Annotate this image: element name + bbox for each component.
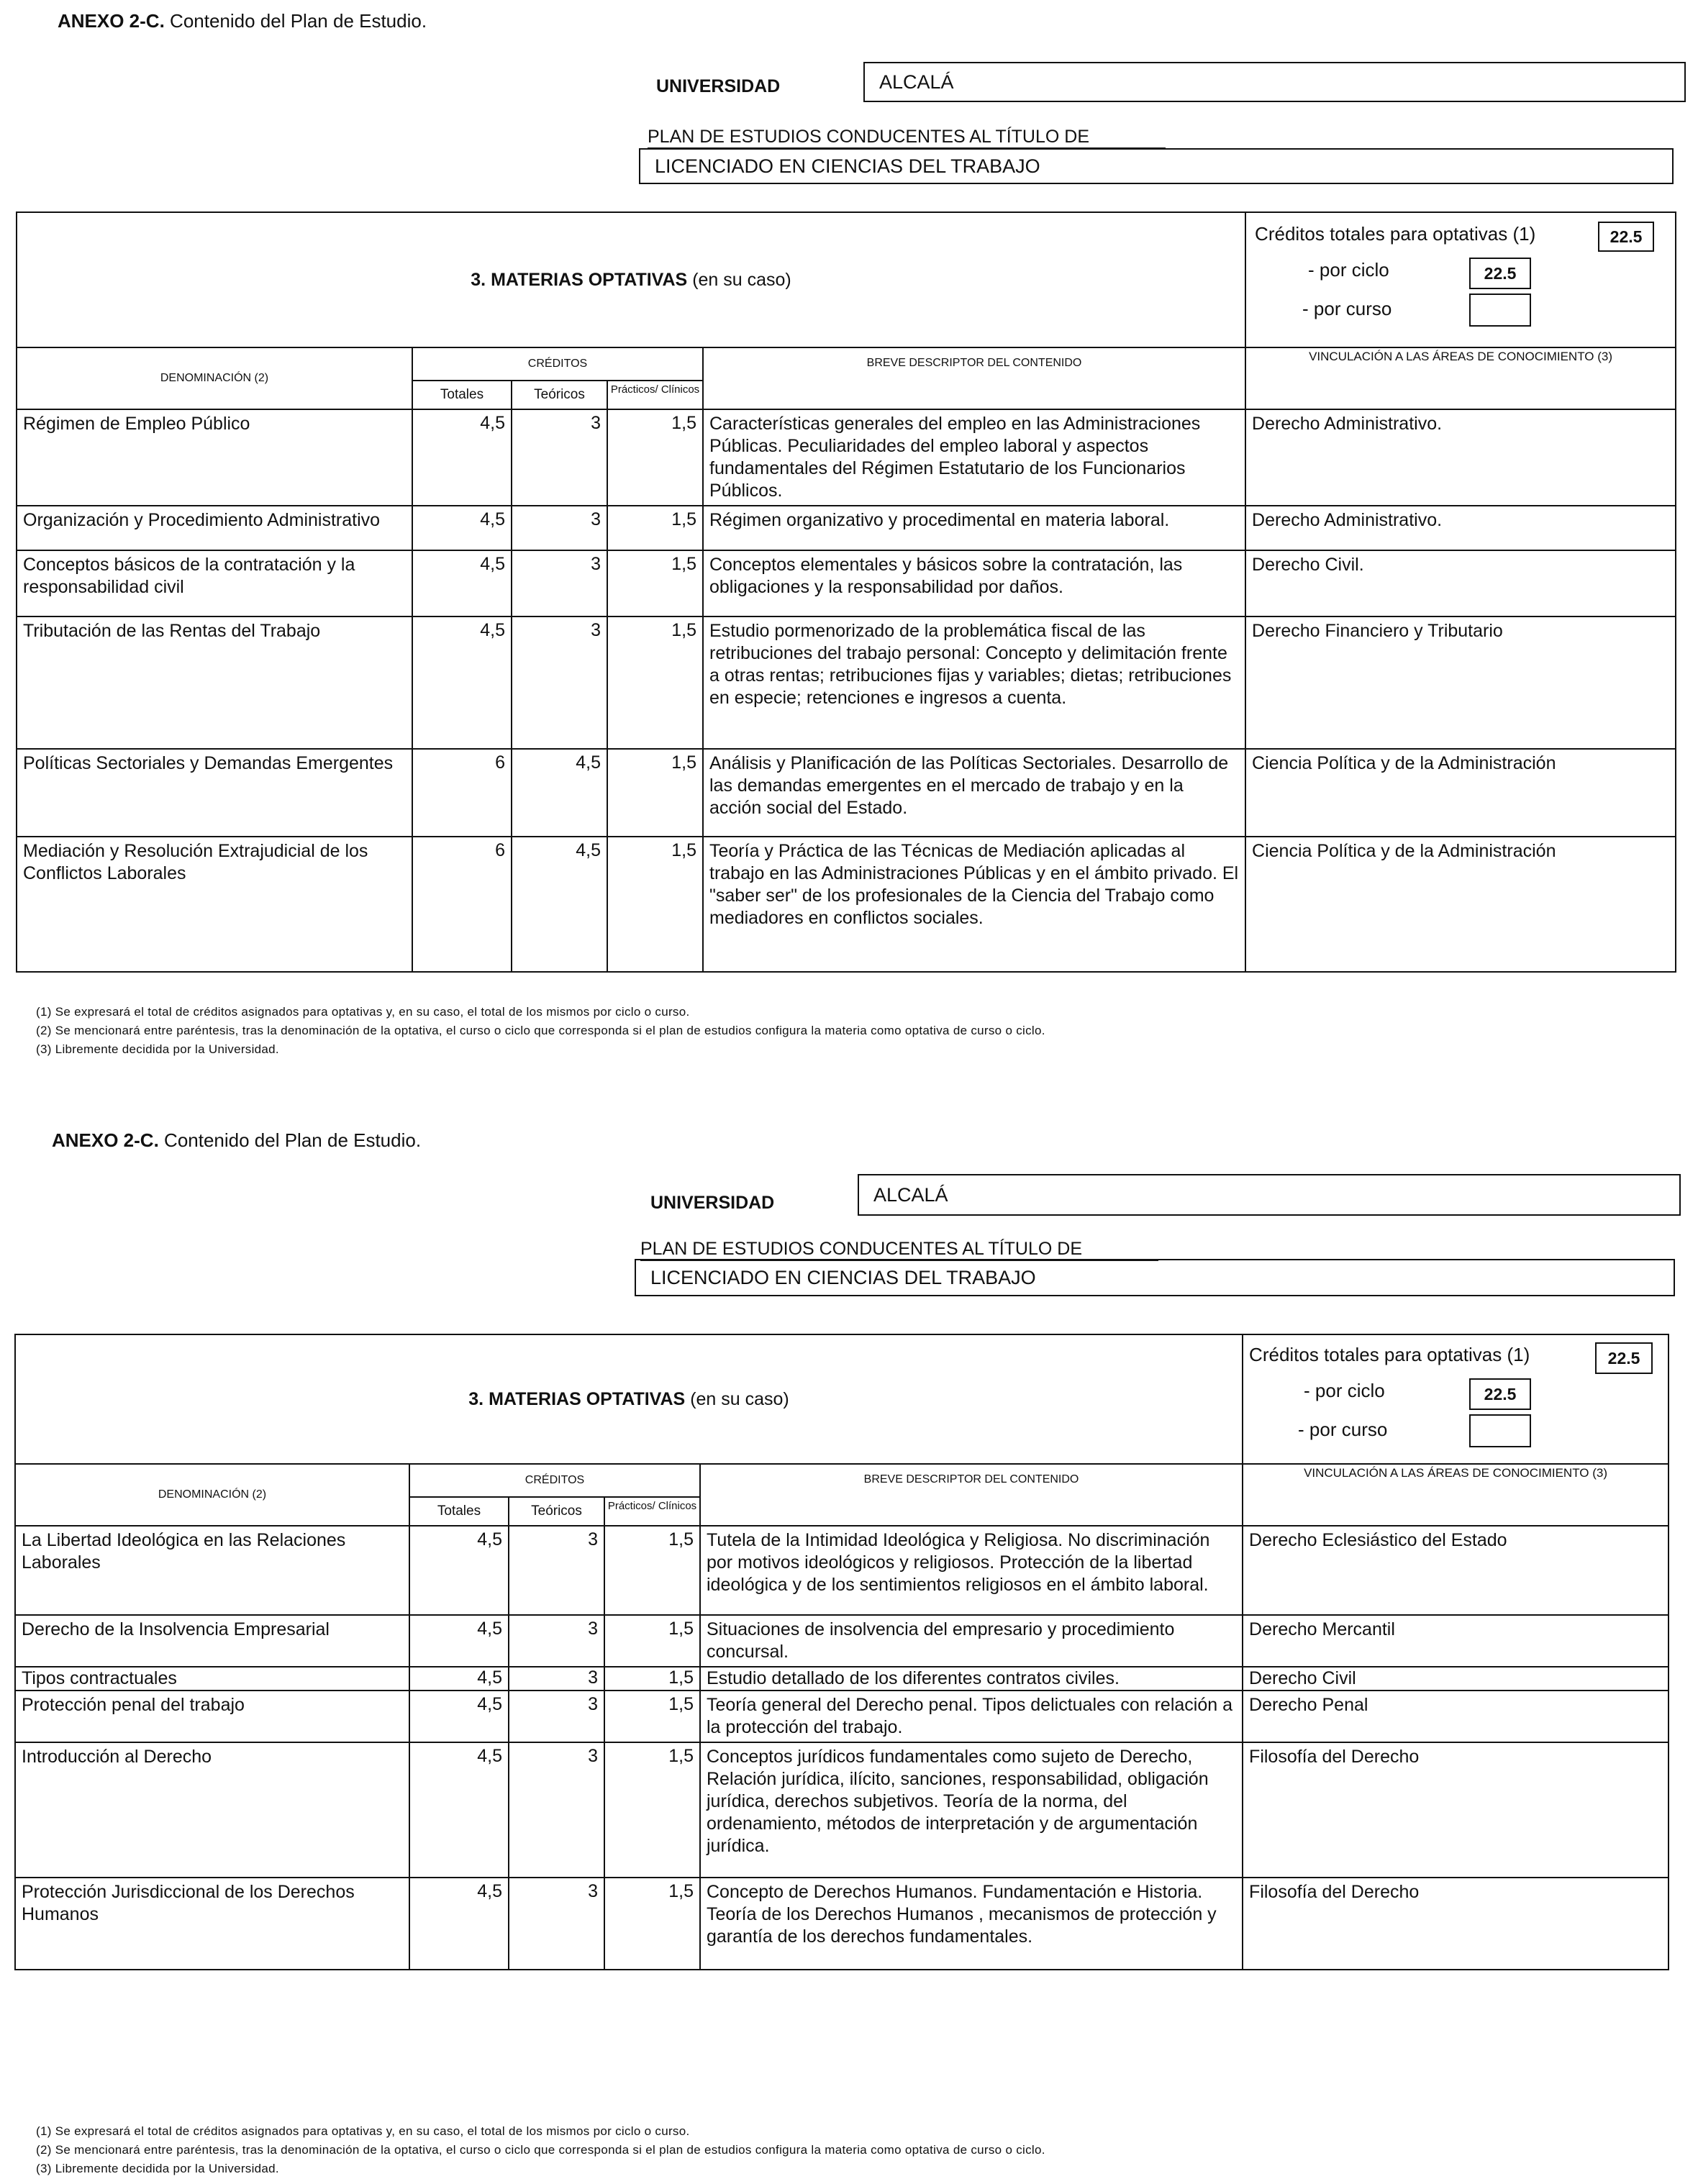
cell-practicos: 1,5 [604,1878,700,1970]
por-ciclo-value: 22.5 [1469,1378,1531,1410]
creditos-totales-value: 22.5 [1595,1342,1653,1374]
cell-practicos: 1,5 [604,1615,700,1667]
cell-vinculacion: Derecho Eclesiástico del Estado [1243,1526,1669,1615]
cell-practicos: 1,5 [607,749,703,837]
cell-teoricos: 3 [509,1742,604,1878]
cell-descriptor: Características generales del empleo en las Administraciones Públicas. Peculiaridades del empleo laboral y aspectos fundamentales del Régimen Estatutario de los Funcionarios Públicos. [703,409,1245,506]
footnotes [36,2122,1045,2178]
cell-practicos: 1,5 [604,1691,700,1742]
cell-totales: 4,5 [412,616,512,749]
cell-descriptor: Conceptos jurídicos fundamentales como sujeto de Derecho, Relación jurídica, ilícito, sanciones, responsabilidad, obligación jurídica, derechos subjetivos. Teoría de la norma, del ordenamiento, métodos de interpretación y de argumentación jurídica. [700,1742,1243,1878]
cell-totales: 4,5 [409,1615,509,1667]
universidad-label: UNIVERSIDAD [650,1193,775,1213]
por-curso-label: - por curso [1298,1419,1388,1440]
cell-denominacion: Tributación de las Rentas del Trabajo [17,616,412,749]
universidad-value: ALCALÁ [863,62,1686,102]
cell-descriptor: Conceptos elementales y básicos sobre la contratación, las obligaciones y la responsabilidad por daños. [703,550,1245,616]
cell-totales: 4,5 [409,1667,509,1691]
cell-teoricos: 3 [509,1615,604,1667]
cell-denominacion: Protección penal del trabajo [15,1691,409,1742]
creditos-totales-label: Créditos totales para optativas (1) [1255,223,1536,245]
cell-practicos: 1,5 [607,837,703,972]
creditos-totales-cell [1245,212,1676,347]
header-practicos: Prácticos/ Clínicos [604,1497,700,1526]
footnote-1: (1) Se expresará el total de créditos asignados para optativas y, en su caso, el total de los mismos por ciclo o curso. [36,1005,690,1019]
cell-totales: 4,5 [412,506,512,550]
cell-vinculacion: Derecho Penal [1243,1691,1669,1742]
cell-descriptor: Concepto de Derechos Humanos. Fundamentación e Historia. Teoría de los Derechos Humanos , mecanismos de protección y garantía de los derechos fundamentales. [700,1878,1243,1970]
por-ciclo-value: 22.5 [1469,258,1531,289]
cell-descriptor: Teoría general del Derecho penal. Tipos delictuales con relación a la protección del trabajo. [700,1691,1243,1742]
cell-teoricos: 3 [509,1526,604,1615]
header-vinculacion: VINCULACIÓN A LAS ÁREAS DE CONOCIMIENTO (3) [1245,347,1676,409]
por-ciclo-label: - por ciclo [1308,259,1389,281]
plan-label: PLAN DE ESTUDIOS CONDUCENTES AL TÍTULO DE [640,1239,1158,1261]
header-denominacion: DENOMINACIÓN (2) [15,1464,409,1526]
cell-totales: 4,5 [412,409,512,506]
footnote-2: (2) Se mencionará entre paréntesis, tras la denominación de la optativa, el curso o ciclo que corresponda si el plan de estudios configura la materia como optativa de curso o ciclo. [36,2143,1045,2157]
cell-denominacion: Protección Jurisdiccional de los Derechos Humanos [15,1878,409,1970]
header-denominacion: DENOMINACIÓN (2) [17,347,412,409]
cell-descriptor: Teoría y Práctica de las Técnicas de Mediación aplicadas al trabajo en las Administraciones Públicas y en el ámbito privado. El "saber ser" de los profesionales de la Ciencia del Trabajo como mediadores en conflictos sociales. [703,837,1245,972]
por-ciclo-label: - por ciclo [1304,1380,1385,1401]
cell-denominacion: Régimen de Empleo Público [17,409,412,506]
cell-totales: 4,5 [412,550,512,616]
cell-teoricos: 3 [509,1878,604,1970]
cell-denominacion: Introducción al Derecho [15,1742,409,1878]
cell-teoricos: 3 [512,409,607,506]
cell-totales: 4,5 [409,1526,509,1615]
table-row [17,550,1676,616]
cell-vinculacion: Filosofía del Derecho [1243,1742,1669,1878]
cell-denominacion: Tipos contractuales [15,1667,409,1691]
cell-totales: 4,5 [409,1742,509,1878]
header-teoricos: Teóricos [509,1497,604,1526]
cell-practicos: 1,5 [604,1667,700,1691]
creditos-totales-cell [1243,1334,1669,1464]
cell-practicos: 1,5 [607,506,703,550]
footnote-1: (1) Se expresará el total de créditos asignados para optativas y, en su caso, el total de los mismos por ciclo o curso. [36,2124,690,2138]
creditos-totales-label: Créditos totales para optativas (1) [1249,1344,1530,1365]
universidad-label: UNIVERSIDAD [656,76,781,96]
creditos-totales-value: 22.5 [1598,222,1654,252]
header-creditos: CRÉDITOS [409,1464,700,1497]
cell-vinculacion: Derecho Financiero y Tributario [1245,616,1676,749]
header-totales: Totales [412,381,512,409]
por-curso-value [1469,1414,1531,1447]
por-curso-value [1469,294,1531,327]
cell-vinculacion: Ciencia Política y de la Administración [1245,837,1676,972]
header-vinculacion: VINCULACIÓN A LAS ÁREAS DE CONOCIMIENTO (3) [1243,1464,1669,1526]
cell-vinculacion: Derecho Civil. [1245,550,1676,616]
cell-descriptor: Régimen organizativo y procedimental en materia laboral. [703,506,1245,550]
cell-practicos: 1,5 [604,1742,700,1878]
plan-value: LICENCIADO EN CIENCIAS DEL TRABAJO [639,148,1674,184]
cell-descriptor: Estudio detallado de los diferentes contratos civiles. [700,1667,1243,1691]
cell-totales: 6 [412,749,512,837]
header-practicos: Prácticos/ Clínicos [607,381,703,409]
cell-practicos: 1,5 [607,409,703,506]
cell-teoricos: 3 [512,506,607,550]
cell-vinculacion: Derecho Administrativo. [1245,409,1676,506]
cell-teoricos: 3 [512,616,607,749]
cell-denominacion: Políticas Sectoriales y Demandas Emergentes [17,749,412,837]
cell-vinculacion: Derecho Civil [1243,1667,1669,1691]
universidad-value: ALCALÁ [858,1174,1681,1216]
header-creditos: CRÉDITOS [412,347,703,381]
cell-denominacion: Conceptos básicos de la contratación y la responsabilidad civil [17,550,412,616]
plan-value: LICENCIADO EN CIENCIAS DEL TRABAJO [635,1259,1675,1296]
table-title: 3. MATERIAS OPTATIVAS (en su caso) [17,212,1245,347]
cell-practicos: 1,5 [607,550,703,616]
cell-totales: 4,5 [409,1691,509,1742]
table-row [17,749,1676,837]
optativas-table [14,1334,1669,1970]
table-row [15,1667,1669,1691]
optativas-table [16,211,1676,973]
cell-teoricos: 3 [509,1667,604,1691]
header-teoricos: Teóricos [512,381,607,409]
anexo-heading: ANEXO 2-C. Contenido del Plan de Estudio. [58,10,427,32]
cell-denominacion: La Libertad Ideológica en las Relaciones Laborales [15,1526,409,1615]
cell-vinculacion: Derecho Administrativo. [1245,506,1676,550]
cell-totales: 6 [412,837,512,972]
cell-teoricos: 4,5 [512,837,607,972]
table-row [17,506,1676,550]
table-row [15,1526,1669,1615]
cell-teoricos: 3 [512,550,607,616]
cell-descriptor: Análisis y Planificación de las Políticas Sectoriales. Desarrollo de las demandas emergentes en el mercado de trabajo y en la acción social del Estado. [703,749,1245,837]
table-row [15,1615,1669,1667]
footnote-2: (2) Se mencionará entre paréntesis, tras la denominación de la optativa, el curso o ciclo que corresponda si el plan de estudios configura la materia como optativa de curso o ciclo. [36,1024,1045,1037]
cell-totales: 4,5 [409,1878,509,1970]
footnotes [36,1003,1045,1059]
por-curso-label: - por curso [1302,298,1392,319]
anexo-heading: ANEXO 2-C. Contenido del Plan de Estudio. [52,1129,422,1151]
table-row [15,1691,1669,1742]
header-descriptor: BREVE DESCRIPTOR DEL CONTENIDO [700,1464,1243,1526]
cell-teoricos: 3 [509,1691,604,1742]
footnote-3: (3) Libremente decidida por la Universidad. [36,2162,279,2175]
cell-teoricos: 4,5 [512,749,607,837]
cell-descriptor: Tutela de la Intimidad Ideológica y Religiosa. No discriminación por motivos ideológicos y religiosos. Protección de la libertad ideológica y de los sentimientos religiosos en el ámbito laboral. [700,1526,1243,1615]
cell-vinculacion: Filosofía del Derecho [1243,1878,1669,1970]
cell-denominacion: Mediación y Resolución Extrajudicial de los Conflictos Laborales [17,837,412,972]
cell-descriptor: Estudio pormenorizado de la problemática fiscal de las retribuciones del trabajo personal: Concepto y delimitación frente a otras rentas; retribuciones fijas y variables; dietas; retribuciones en especie; retenciones e ingresos a cuenta. [703,616,1245,749]
cell-vinculacion: Derecho Mercantil [1243,1615,1669,1667]
cell-descriptor: Situaciones de insolvencia del empresario y procedimiento concursal. [700,1615,1243,1667]
table-row [15,1878,1669,1970]
table-row [17,409,1676,506]
cell-practicos: 1,5 [604,1526,700,1615]
cell-practicos: 1,5 [607,616,703,749]
cell-denominacion: Derecho de la Insolvencia Empresarial [15,1615,409,1667]
table-row [17,616,1676,749]
table-title: 3. MATERIAS OPTATIVAS (en su caso) [15,1334,1243,1464]
header-descriptor: BREVE DESCRIPTOR DEL CONTENIDO [703,347,1245,409]
footnote-3: (3) Libremente decidida por la Universidad. [36,1042,279,1056]
table-row [17,837,1676,972]
table-row [15,1742,1669,1878]
cell-denominacion: Organización y Procedimiento Administrativo [17,506,412,550]
cell-vinculacion: Ciencia Política y de la Administración [1245,749,1676,837]
plan-label: PLAN DE ESTUDIOS CONDUCENTES AL TÍTULO DE [648,127,1166,149]
header-totales: Totales [409,1497,509,1526]
